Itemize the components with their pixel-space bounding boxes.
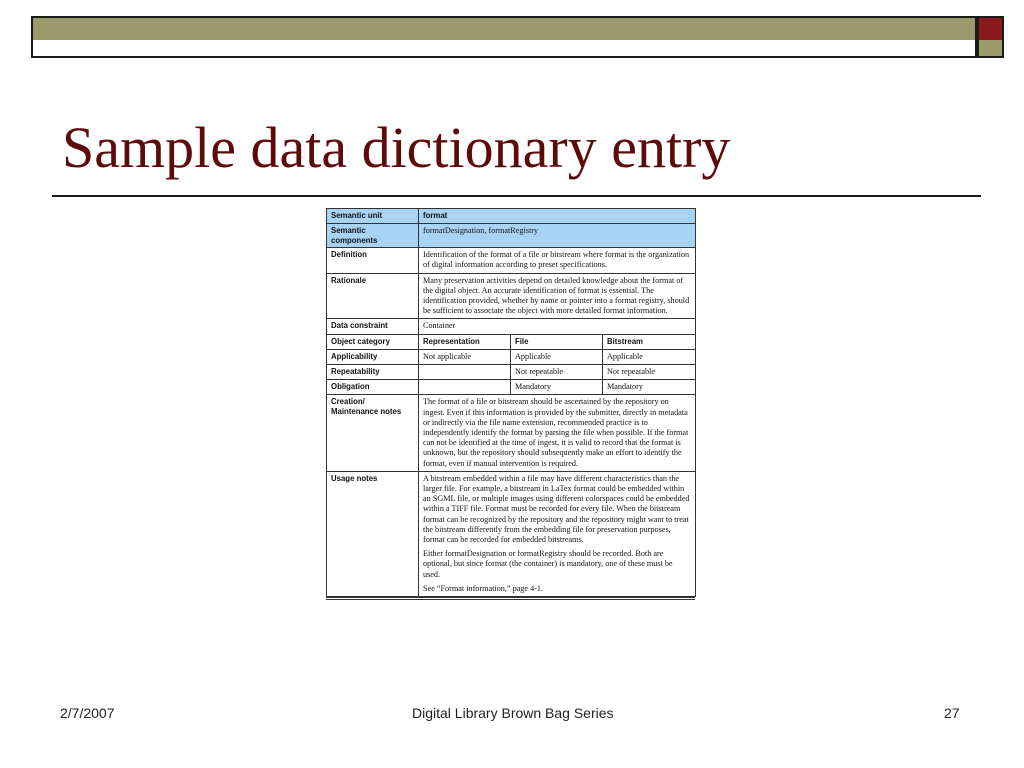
row-label: Obligation	[327, 380, 419, 395]
row-object-category	[327, 334, 696, 349]
corner-square-red	[977, 16, 1004, 42]
row-label: Usage notes	[327, 471, 419, 596]
row-value: Many preservation activities depend on detailed knowledge about the format of the digital object. An accurate identification of format is essential. The identification provided, whether by name or pointer into a format registry, should be sufficient to associate the object with more detailed format information.	[419, 273, 696, 319]
row-label: Applicability	[327, 349, 419, 364]
category-representation: Representation	[419, 334, 511, 349]
row-label: Creation/ Maintenance notes	[327, 395, 419, 471]
row-label: Object category	[327, 334, 419, 349]
cell-representation	[419, 380, 511, 395]
row-label: Rationale	[327, 273, 419, 319]
cell-file: Not repeatable	[511, 365, 603, 380]
row-value: format	[419, 209, 696, 224]
cell-bitstream: Not repeatable	[603, 365, 696, 380]
row-label: Semantic components	[327, 224, 419, 248]
row-repeatability	[327, 365, 696, 380]
row-obligation	[327, 380, 696, 395]
row-value: Container	[419, 319, 696, 334]
row-data-constraint	[327, 319, 696, 334]
row-value	[419, 471, 696, 596]
data-dictionary-table	[326, 208, 695, 600]
cell-representation: Not applicable	[419, 349, 511, 364]
cell-bitstream: Mandatory	[603, 380, 696, 395]
row-label: Repeatability	[327, 365, 419, 380]
usage-note-paragraph: See “Format information,” page 4-1.	[423, 583, 544, 593]
cell-representation	[419, 365, 511, 380]
cell-file: Mandatory	[511, 380, 603, 395]
category-bitstream: Bitstream	[603, 334, 696, 349]
row-value: Identification of the format of a file or bitstream where format is the organization of digital information according to preset specifications.	[419, 248, 696, 273]
row-label: Definition	[327, 248, 419, 273]
row-creation-maintenance-notes	[327, 395, 696, 471]
row-value: The format of a file or bitstream should be ascertained by the repository on ingest. Even if this information is provided by the submitter, directly in metadata or indirectly via the file name extension, recommended practice is to independently identify the format by parsing the file when possible. If the format can not be identified at the time of ingest, it is valid to record that the format is unknown, but the repository should subsequently make an effort to identify the format, even if manual intervention is required.	[419, 395, 696, 471]
footer-series-title: Digital Library Brown Bag Series	[412, 705, 614, 721]
usage-note-paragraph: A bitstream embedded within a file may have different characteristics than the larger file. For example, a bitstream in LaTex format could be embedded within an SGML file, or multiple images using different colorspaces could be embedded within a TIFF file. Format must be recorded for every file. When the bitstream format can be recognized by the repository and the repository might want to treat the bitstream differently from the embedding file for preservation purposes, format can be recorded for embedded bitstreams.	[423, 473, 690, 545]
row-value: formatDesignation, formatRegistry	[419, 224, 696, 248]
row-semantic-unit	[327, 209, 696, 224]
cell-bitstream: Applicable	[603, 349, 696, 364]
slide-title: Sample data dictionary entry	[62, 115, 731, 180]
corner-square-olive	[977, 40, 1004, 58]
top-decoration-bar	[31, 16, 977, 42]
title-divider	[52, 195, 981, 197]
category-file: File	[511, 334, 603, 349]
row-definition	[327, 248, 696, 273]
top-decoration-bar-lower	[31, 40, 977, 58]
footer-date: 2/7/2007	[60, 705, 115, 721]
footer-page-number: 27	[944, 705, 960, 721]
row-label: Semantic unit	[327, 209, 419, 224]
row-applicability	[327, 349, 696, 364]
row-label: Data constraint	[327, 319, 419, 334]
cell-file: Applicable	[511, 349, 603, 364]
usage-note-paragraph: Either formatDesignation or formatRegistry should be recorded. Both are optional, but since format (the container) is mandatory, one of these must be used.	[423, 549, 673, 579]
row-rationale	[327, 273, 696, 319]
row-semantic-components	[327, 224, 696, 248]
row-usage-notes	[327, 471, 696, 596]
